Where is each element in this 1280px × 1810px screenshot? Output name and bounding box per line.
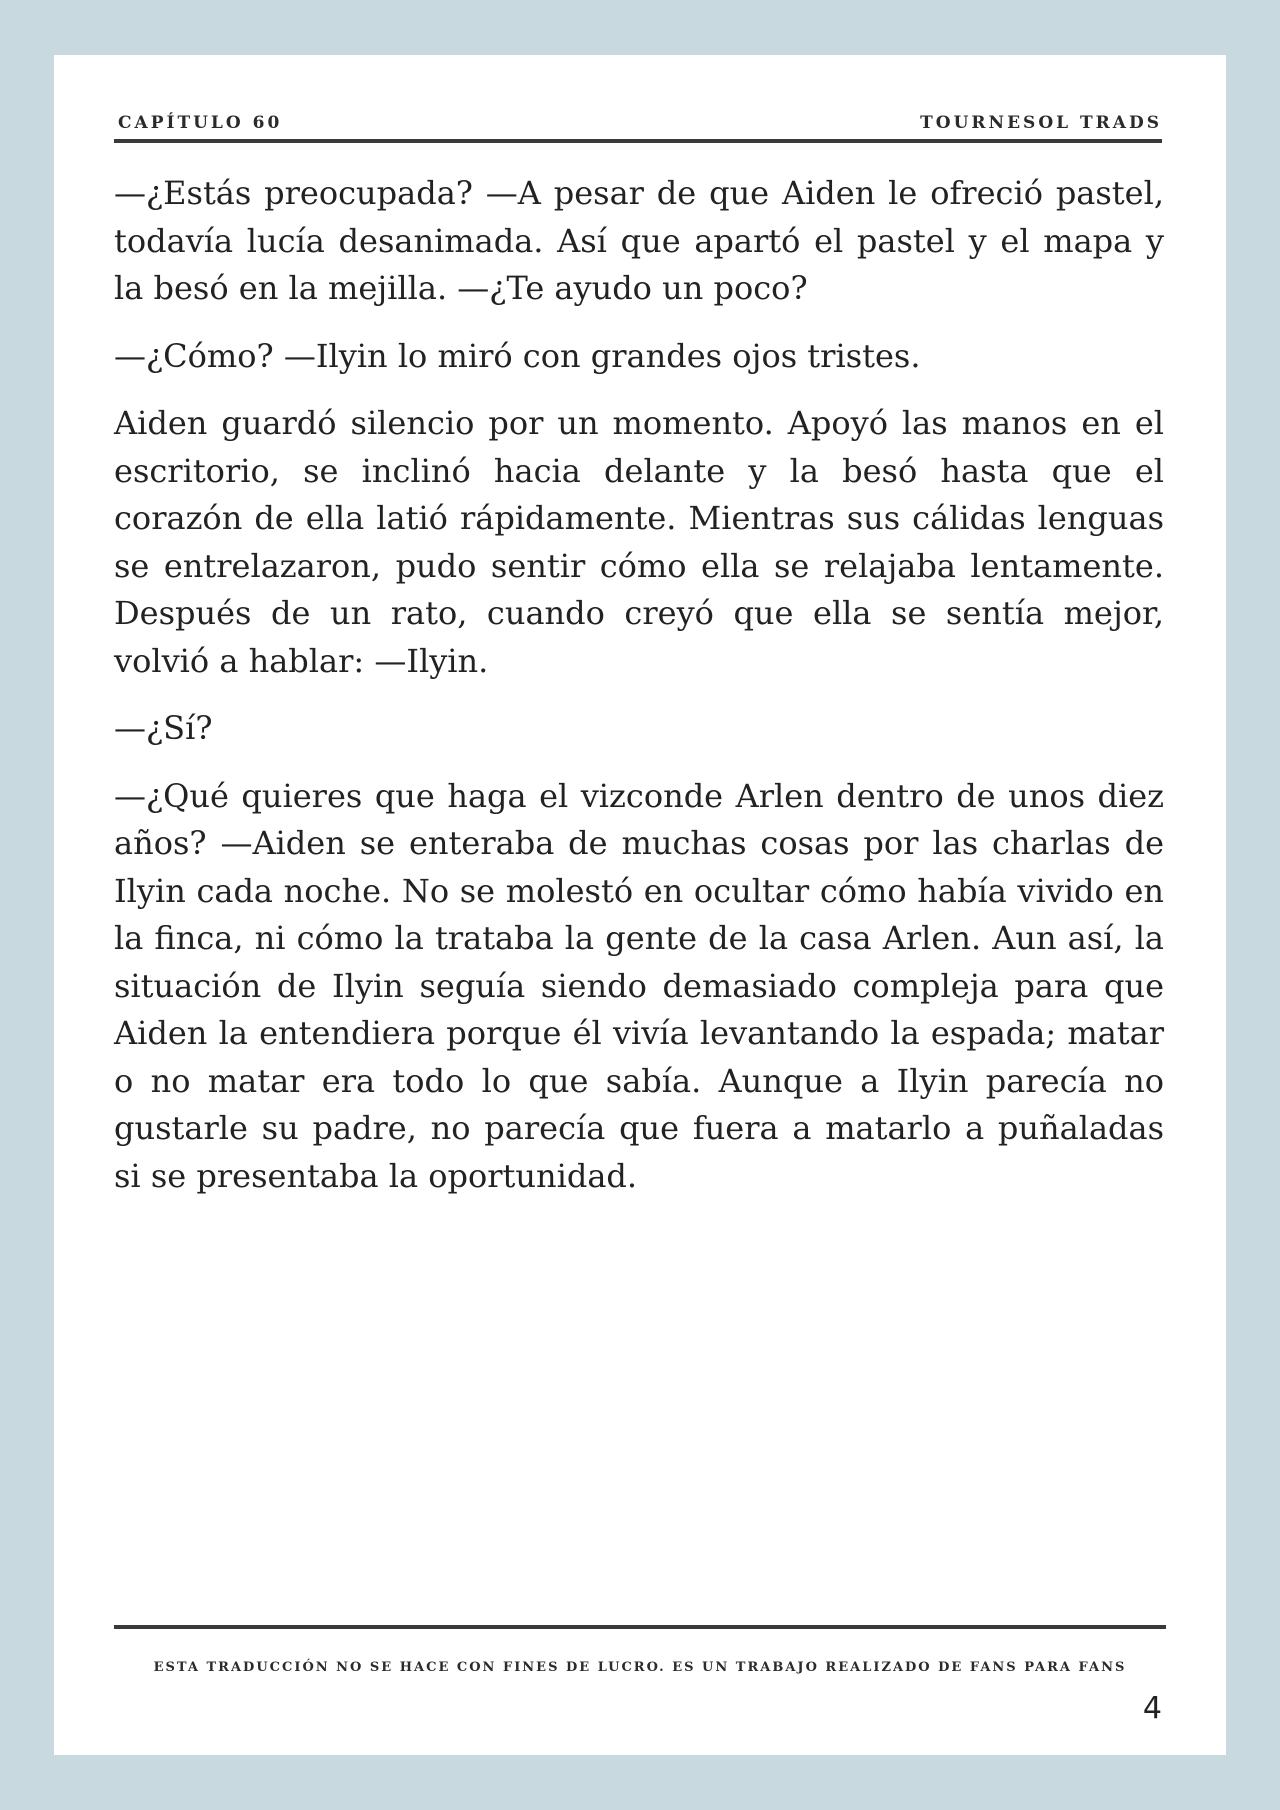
- footer-disclaimer: ESTA TRADUCCIÓN NO SE HACE CON FINES DE LUCRO. ES UN TRABAJO REALIZADO DE FANS PARA FANS: [153, 1660, 1127, 1675]
- document-page: [54, 55, 1226, 1755]
- chapter-title: CAPÍTULO 60: [118, 113, 283, 133]
- chapter-body: [114, 170, 1164, 1220]
- paragraph: —¿Estás preocupada? —A pesar de que Aiden le ofreció pastel, todavía lucía desanimada. Así que apartó el pastel y el mapa y la besó en la mejilla. —¿Te ayudo un poco?: [114, 174, 1164, 307]
- header-divider: [114, 139, 1162, 143]
- paragraph: —¿Cómo? —Ilyin lo miró con grandes ojos tristes.: [114, 336, 921, 375]
- paragraph: Aiden guardó silencio por un momento. Apoyó las manos en el escritorio, se inclinó hacia delante y la besó hasta que el corazón de ella latió rápidamente. Mientras sus cálidas lenguas se entrelazaron, pudo sentir cómo ella se relajaba lentamente. Después de un rato, cuando creyó que ella se sentía mejor, volvió a hablar: —Ilyin.: [114, 404, 1164, 680]
- paragraph: —¿Qué quieres que haga el vizconde Arlen dentro de unos diez años? —Aiden se enteraba de muchas cosas por las charlas de Ilyin cada noche. No se molestó en ocultar cómo había vivido en la finca, ni cómo la trataba la gente de la casa Arlen. Aun así, la situación de Ilyin seguía siendo demasiado compleja para que Aiden la entendiera porque él vivía levantando la espada; matar o no matar era todo lo que sabía. Aunque a Ilyin parecía no gustarle su padre, no parecía que fuera a matarlo a puñaladas si se presentaba la oportunidad.: [114, 776, 1164, 1195]
- page-header: [118, 103, 1162, 143]
- footer-divider: [114, 1625, 1166, 1629]
- paragraph: —¿Sí?: [114, 709, 213, 747]
- translation-group: TOURNESOL TRADS: [920, 113, 1162, 133]
- page-number: 4: [1142, 1691, 1162, 1726]
